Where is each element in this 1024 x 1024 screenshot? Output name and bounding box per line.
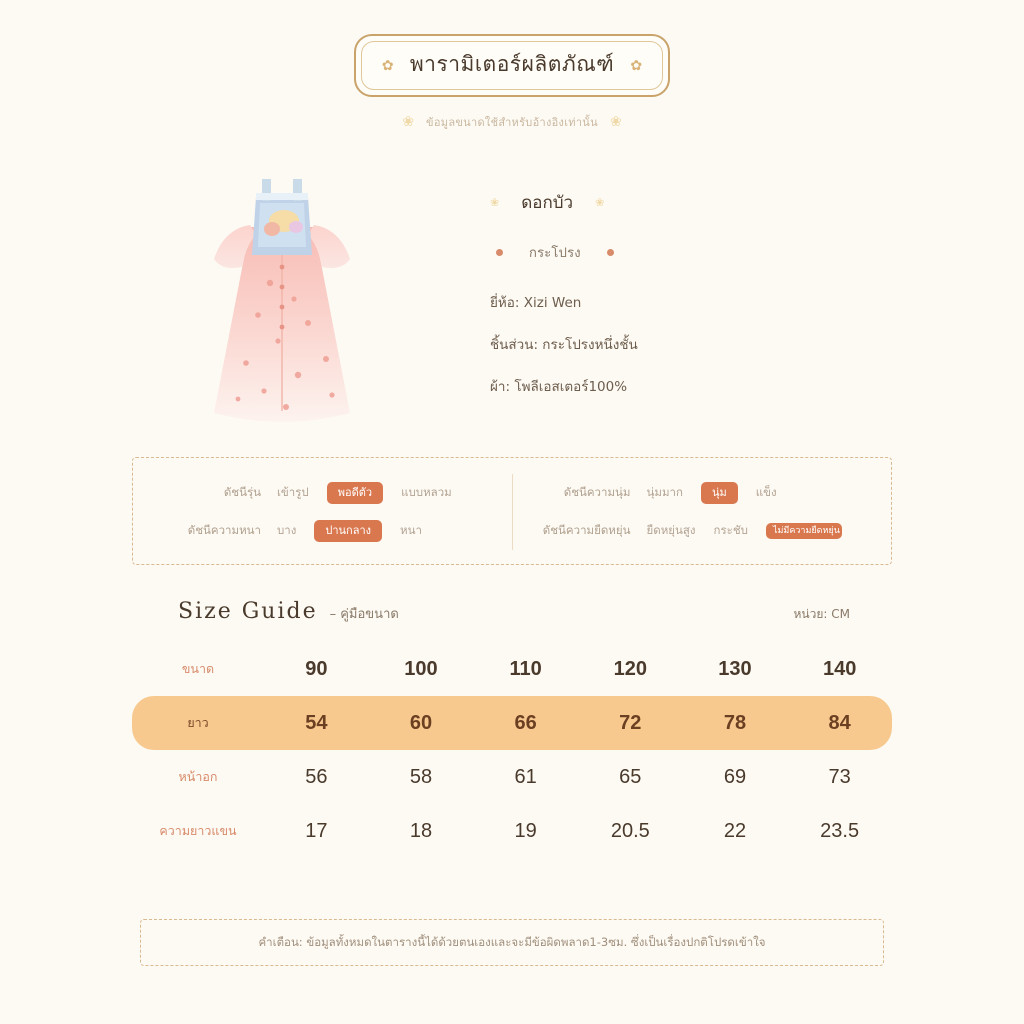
- table-header-100: 100: [404, 657, 438, 680]
- option-soft-selected[interactable]: นุ่ม: [701, 482, 738, 505]
- attribute-row-softness-index: [527, 474, 868, 512]
- table-header-140: 140: [822, 657, 857, 680]
- cell-bust-140: 73: [828, 765, 851, 788]
- attribute-row-model-index: [157, 474, 498, 512]
- page-header: [0, 0, 1024, 131]
- leaf-ornament-left-icon: ✿: [381, 57, 394, 74]
- cell-bust-110: 61: [514, 765, 537, 788]
- cell-bust-100: 58: [409, 765, 433, 788]
- leaf-ornament-right-icon: ✿: [630, 57, 643, 74]
- product-name-row: [490, 189, 892, 216]
- cell-length-110: 66: [514, 711, 537, 734]
- attribute-options-thickness-index: [277, 520, 422, 543]
- product-spec-part: ชิ้นส่วน: กระโปรงหนึ่งชั้น: [490, 337, 638, 353]
- option-no-elastic-selected[interactable]: ไม่มีความยืดหยุ่น: [766, 523, 842, 539]
- dot-icon-left: [496, 249, 503, 256]
- cell-sleeve-110: 19: [514, 819, 537, 842]
- option-medium-selected[interactable]: ปานกลาง: [314, 520, 382, 543]
- cell-length-130: 78: [723, 711, 747, 734]
- attribute-row-thickness-index: [157, 512, 498, 550]
- table-row-bust: [132, 750, 892, 804]
- row-label-sleeve-length: ความยาวแขน: [159, 823, 237, 838]
- option-thick[interactable]: หนา: [400, 522, 422, 537]
- size-guide-subtitle: – คู่มือขนาด: [329, 607, 399, 622]
- table-header-90: 90: [305, 657, 328, 680]
- attribute-label-model-index: ดัชนีรุ่น: [223, 485, 261, 499]
- footer-note: [140, 919, 884, 966]
- cell-length-140: 84: [828, 711, 851, 734]
- table-row-sleeve-length: [132, 804, 892, 858]
- product-category: กระโปรง: [529, 246, 581, 261]
- cell-sleeve-100: 18: [409, 819, 433, 842]
- attribute-box: [132, 457, 892, 565]
- size-guide-title: Size Guide: [178, 599, 318, 624]
- footer-note-text: คำเตือน: ข้อมูลทั้งหมดในตารางนี้ได้ด้วยตนเองและจะมีข้อผิดพลาด1-3ซม. ซึ่งเป็นเรื่องปกติโปรดเข้าใจ: [258, 934, 766, 949]
- size-guide-section: [132, 599, 892, 858]
- cell-sleeve-140: 23.5: [820, 819, 860, 842]
- cell-sleeve-120: 20.5: [610, 819, 650, 842]
- option-high-elastic[interactable]: ยืดหยุ่นสูง: [646, 523, 696, 537]
- product-spec-fabric: ผ้า: โพลีเอสเตอร์100%: [490, 379, 628, 395]
- option-very-soft[interactable]: นุ่มมาก: [646, 484, 683, 499]
- attribute-options-elasticity-index: [647, 522, 842, 540]
- table-header-110: 110: [509, 657, 542, 680]
- option-hard[interactable]: แข็ง: [755, 484, 777, 499]
- attribute-column-right: [512, 474, 882, 550]
- cell-length-100: 60: [409, 711, 433, 734]
- page-subtitle: ข้อมูลขนาดใช้สำหรับอ้างอิงเท่านั้น: [426, 116, 598, 129]
- dot-icon-right: [607, 249, 614, 256]
- cell-sleeve-90: 17: [305, 819, 328, 842]
- size-table: [132, 642, 892, 858]
- attribute-label-elasticity-index: ดัชนีความยืดหยุ่น: [542, 523, 631, 537]
- product-section: [0, 153, 1024, 445]
- dress-illustration: [198, 163, 366, 435]
- table-header-row: [132, 642, 892, 696]
- product-category-row: [490, 242, 892, 263]
- option-thin[interactable]: บาง: [277, 522, 297, 537]
- cell-length-120: 72: [619, 711, 642, 734]
- product-name: ดอกบัว: [521, 193, 574, 213]
- attribute-label-thickness-index: ดัชนีความหนา: [187, 523, 261, 537]
- table-row-length: [132, 696, 892, 750]
- option-snug[interactable]: กระชับ: [713, 523, 748, 537]
- option-loose[interactable]: แบบหลวม: [401, 484, 452, 499]
- attribute-label-softness-index: ดัชนีความนุ่ม: [563, 485, 631, 499]
- size-guide-unit: หน่วย: CM: [793, 607, 850, 621]
- cell-bust-130: 69: [723, 765, 747, 788]
- attribute-options-softness-index: [647, 482, 777, 505]
- option-regular-selected[interactable]: พอดีตัว: [327, 482, 383, 505]
- cell-sleeve-130: 22: [723, 819, 747, 842]
- flower-icon-name-left: ❀: [490, 196, 500, 209]
- attribute-options-model-index: [277, 482, 452, 505]
- table-header-label: ขนาด: [181, 661, 215, 676]
- attribute-row-elasticity-index: [527, 512, 868, 550]
- option-fitted[interactable]: เข้ารูป: [277, 484, 309, 499]
- row-label-length: ยาว: [187, 715, 209, 730]
- cell-bust-120: 65: [619, 765, 642, 788]
- cell-bust-90: 56: [305, 765, 328, 788]
- product-spec-brand: ยี่ห้อ: Xizi Wen: [490, 295, 582, 311]
- table-header-120: 120: [613, 657, 647, 680]
- page-title: พารามิเตอร์ผลิตภัณฑ์: [409, 52, 615, 76]
- attribute-column-left: [143, 474, 512, 550]
- product-photo: [132, 153, 432, 445]
- size-guide-header: [132, 599, 892, 624]
- subtitle-row: [0, 113, 1024, 131]
- table-header-130: 130: [718, 657, 752, 680]
- flower-icon-left: ❀: [402, 114, 415, 130]
- flower-icon-right: ❀: [609, 114, 622, 130]
- row-label-bust: หน้าอก: [178, 769, 218, 784]
- cell-length-90: 54: [305, 711, 328, 734]
- title-frame: [354, 34, 670, 97]
- product-info: [432, 153, 892, 445]
- flower-icon-name-right: ❀: [595, 196, 605, 209]
